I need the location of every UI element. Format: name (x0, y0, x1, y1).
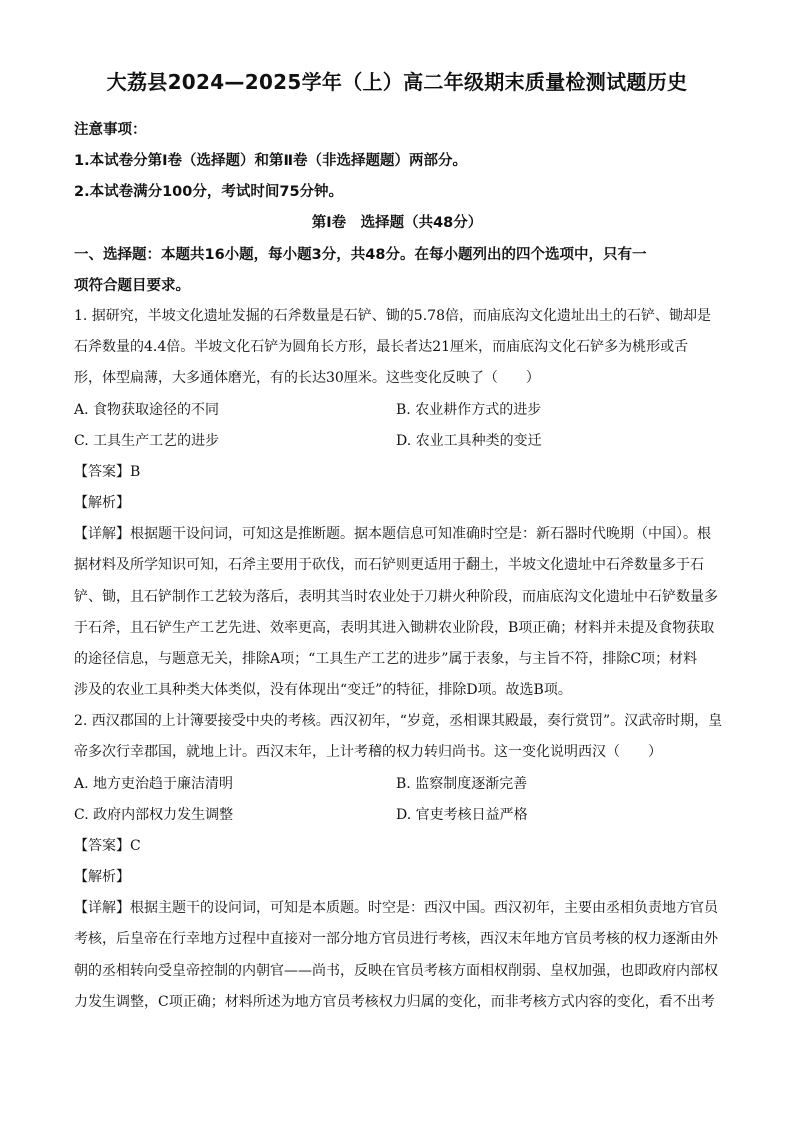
detail-line: 考核，后皇帝在行幸地方过程中直接对一部分地方官员进行考核，西汉末年地方官员考核的权力逐渐由外 (74, 931, 718, 947)
answer: 【答案】B (74, 464, 141, 480)
notes-heading: 注意事项： (74, 122, 147, 138)
question-stem-line: 1. 据研究，半坡文化遗址发掘的石斧数量是石铲、锄的5.78倍，而庙底沟文化遗址出土的石铲、锄却是 (74, 308, 711, 324)
detail-line: 【详解】根据题干设问词，可知这是推断题。据本题信息可知准确时空是：新石器时代晚期（中国）。根 (74, 526, 711, 542)
option-a: A. 地方吏治趋于廉洁清明 (74, 776, 234, 792)
question-stem-line: 2. 西汉郡国的上计簿要接受中央的考核。西汉初年，“岁竟，丞相课其殿最，奏行赏罚”。汉武帝时期，皇 (74, 713, 723, 729)
option-a: A. 食物获取途径的不同 (74, 402, 220, 418)
question-stem-line: 形，体型扁薄，大多通体磨光，有的长达30厘米。这些变化反映了（ ） (74, 370, 540, 386)
option-d: D. 农业工具种类的变迁 (396, 433, 542, 449)
detail-line: 朝的丞相转向受皇帝控制的内朝官——尚书，反映在官员考核方面相权削弱、皇权加强，也即政府内部权 (74, 963, 718, 979)
section-instruction: 项符合题目要求。 (74, 278, 190, 294)
detail-line: 铲、锄，且石铲制作工艺较为落后，表明其当时农业处于刀耕火种阶段，而庙底沟文化遗址中石铲数量多 (74, 589, 718, 605)
section-instruction: 一、选择题：本题共16小题，每小题3分，共48分。在每小题列出的四个选项中，只有一 (74, 247, 647, 263)
option-c: C. 工具生产工艺的进步 (74, 433, 220, 449)
option-c: C. 政府内部权力发生调整 (74, 807, 234, 823)
detail-line: 涉及的农业工具种类大体类似，没有体现出“变迁”的特征，排除D项。故选B项。 (74, 682, 572, 698)
detail-line: 的途径信息，与题意无关，排除A项；“工具生产工艺的进步”属于表象，与主旨不符，排除C项；材料 (74, 651, 698, 667)
answer: 【答案】C (74, 838, 141, 854)
section-title: 第Ⅰ卷 选择题（共48分） (311, 215, 483, 231)
notes-item: 1.本试卷分第Ⅰ卷（选择题）和第Ⅱ卷（非选择题题）两部分。 (74, 153, 468, 169)
detail-line: 力发生调整，C项正确；材料所述为地方官员考核权力归属的变化，而非考核方式内容的变化，看不出考 (74, 994, 715, 1010)
question-stem-line: 石斧数量的4.4倍。半坡文化石铲为圆角长方形，最长者达21厘米，而庙底沟文化石铲多为桃形或舌 (74, 339, 689, 355)
detail-line: 于石斧，且石铲生产工艺先进、效率更高，表明其进入锄耕农业阶段，B项正确；材料并未提及食物获取 (74, 620, 715, 636)
page-title: 大荔县2024—2025学年（上）高二年级期末质量检测试题历史 (106, 70, 688, 94)
analysis-label: 【解析】 (74, 869, 130, 885)
option-b: B. 监察制度逐渐完善 (396, 776, 528, 792)
detail-line: 据材料及所学知识可知，石斧主要用于砍伐，而石铲则更适用于翻土，半坡文化遗址中石斧数量多于石 (74, 557, 704, 573)
question-stem-line: 帝多次行幸郡国，就地上计。西汉末年，上计考稽的权力转归尚书。这一变化说明西汉（ ） (74, 744, 662, 760)
option-d: D. 官吏考核日益严格 (396, 807, 528, 823)
notes-item: 2.本试卷满分100分，考试时间75分钟。 (74, 184, 344, 200)
option-b: B. 农业耕作方式的进步 (396, 402, 542, 418)
analysis-label: 【解析】 (74, 495, 130, 511)
detail-line: 【详解】根据主题干的设问词，可知是本质题。时空是：西汉中国。西汉初年，主要由丞相负责地方官员 (74, 900, 718, 916)
